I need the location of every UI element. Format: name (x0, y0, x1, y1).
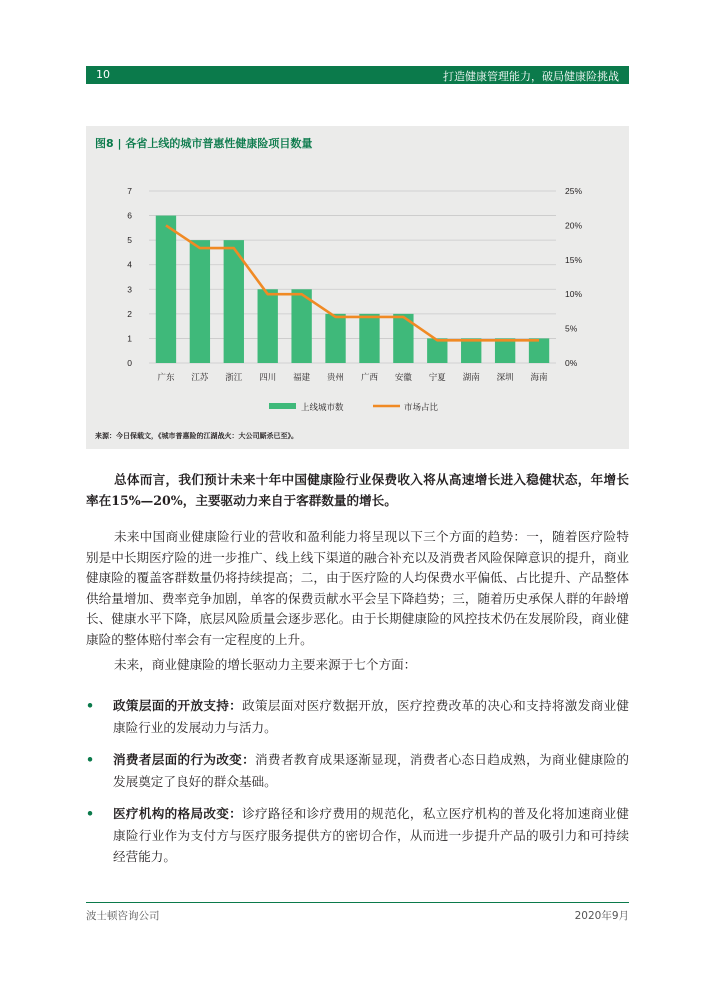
y-tick-label: 5 (127, 235, 132, 246)
figure-box (86, 126, 629, 449)
x-tick-label: 福建 (293, 373, 311, 383)
bar-line-chart (86, 126, 629, 426)
figure-title: 图8 | 各省上线的城市普惠性健康险项目数量 (95, 137, 313, 150)
bar (529, 338, 549, 363)
footer-date: 2020年9月 (574, 910, 629, 922)
y-tick-label: 7 (127, 186, 132, 196)
x-tick-label: 广西 (360, 373, 378, 383)
y-tick-label: 6 (127, 210, 132, 221)
bullet-marker: • (86, 698, 95, 713)
y-tick-label: 4 (127, 259, 132, 270)
bullet-head: 消费者层面的行为改变： (113, 752, 255, 767)
footer-company: 波士顿咨询公司 (86, 910, 160, 922)
bullet-text: 消费者教育成果逐渐显现，消费者心态日趋成熟，为商业健康险的发展奠定了良好的群众基础。 (113, 752, 630, 789)
bar (156, 216, 176, 363)
bar (495, 338, 515, 363)
bullet-text: 政策层面对医疗数据开放，医疗控费改革的决心和支持将激发商业健康险行业的发展动力与活力。 (113, 698, 630, 735)
legend-bar-label: 上线城市数 (301, 403, 344, 413)
y-tick-label: 2 (127, 308, 132, 319)
x-tick-label: 深圳 (496, 373, 514, 383)
y2-tick-label: 15% (565, 254, 583, 265)
y2-tick-label: 20% (565, 220, 583, 231)
trend-paragraph: 未来中国商业健康险行业的营收和盈利能力将呈现以下三个方面的趋势：一，随着医疗险特别是中长期医疗险的进一步推广、线上线下渠道的融合补充以及消费者风险保障意识的提升，商业健康险的覆盖客群数量仍将持续提高；二，由于医疗险的人均保费水平偏低、占比提升、产品整体供给量增加、费率竞争加剧，单客的保费贡献水平会呈下降趋势；三，随着历史承保人群的年龄增长、健康水平下降，底层风险质量会逐步恶化。由于长期健康险的风控技术仍在发展阶段，商业健康险的整体赔付率会有一定程度的上升。 (86, 529, 629, 647)
y2-tick-label: 10% (565, 289, 583, 300)
bullet-marker: • (86, 752, 95, 767)
figure-source: 来源：今日保载文，《城市普惠险的江湖战火：大公司厮杀已至》。 (95, 432, 298, 440)
bar (190, 240, 210, 363)
y-tick-label: 3 (127, 284, 132, 295)
x-tick-label: 安徽 (394, 373, 412, 383)
header-bar (86, 66, 629, 84)
bar (461, 338, 481, 363)
running-title: 打造健康管理能力，破局健康险挑战 (443, 70, 619, 83)
y2-tick-label: 25% (565, 186, 583, 196)
legend-line-label: 市场占比 (404, 403, 439, 413)
legend-bar-swatch (269, 403, 296, 409)
share-line (166, 225, 539, 340)
bullet-head: 医疗机构的格局改变： (113, 806, 243, 821)
x-tick-label: 浙江 (225, 373, 243, 383)
y-tick-label: 1 (127, 333, 132, 344)
bullet-head: 政策层面的开放支持： (113, 698, 243, 713)
bar (325, 314, 345, 363)
bar (359, 314, 379, 363)
x-tick-label: 湖南 (462, 373, 480, 383)
bullet-text: 诊疗路径和诊疗费用的规范化，私立医疗机构的普及化将加速商业健康险行业作为支付方与医疗服务提供方的密切合作，从而进一步提升产品的吸引力和可持续经营能力。 (113, 806, 630, 864)
bar (258, 289, 278, 363)
x-tick-label: 广东 (157, 373, 175, 383)
y2-tick-label: 5% (565, 323, 578, 334)
x-tick-label: 海南 (530, 373, 548, 383)
page-number: 10 (96, 68, 110, 81)
x-tick-label: 江苏 (191, 373, 209, 383)
drivers-intro: 未来，商业健康险的增长驱动力主要来源于七个方面： (114, 657, 417, 672)
bullet-marker: • (86, 806, 95, 821)
x-tick-label: 宁夏 (428, 373, 446, 383)
bar (427, 338, 447, 363)
x-tick-label: 四川 (259, 373, 277, 383)
lead-paragraph: 总体而言，我们预计未来十年中国健康险行业保费收入将从高速增长进入稳健状态，年增长率在15%—20%，主要驱动力来自于客群数量的增长。 (86, 472, 629, 508)
footer-rule (86, 902, 629, 903)
y2-tick-label: 0% (565, 358, 578, 368)
x-tick-label: 贵州 (327, 373, 345, 383)
y-tick-label: 0 (127, 358, 132, 368)
